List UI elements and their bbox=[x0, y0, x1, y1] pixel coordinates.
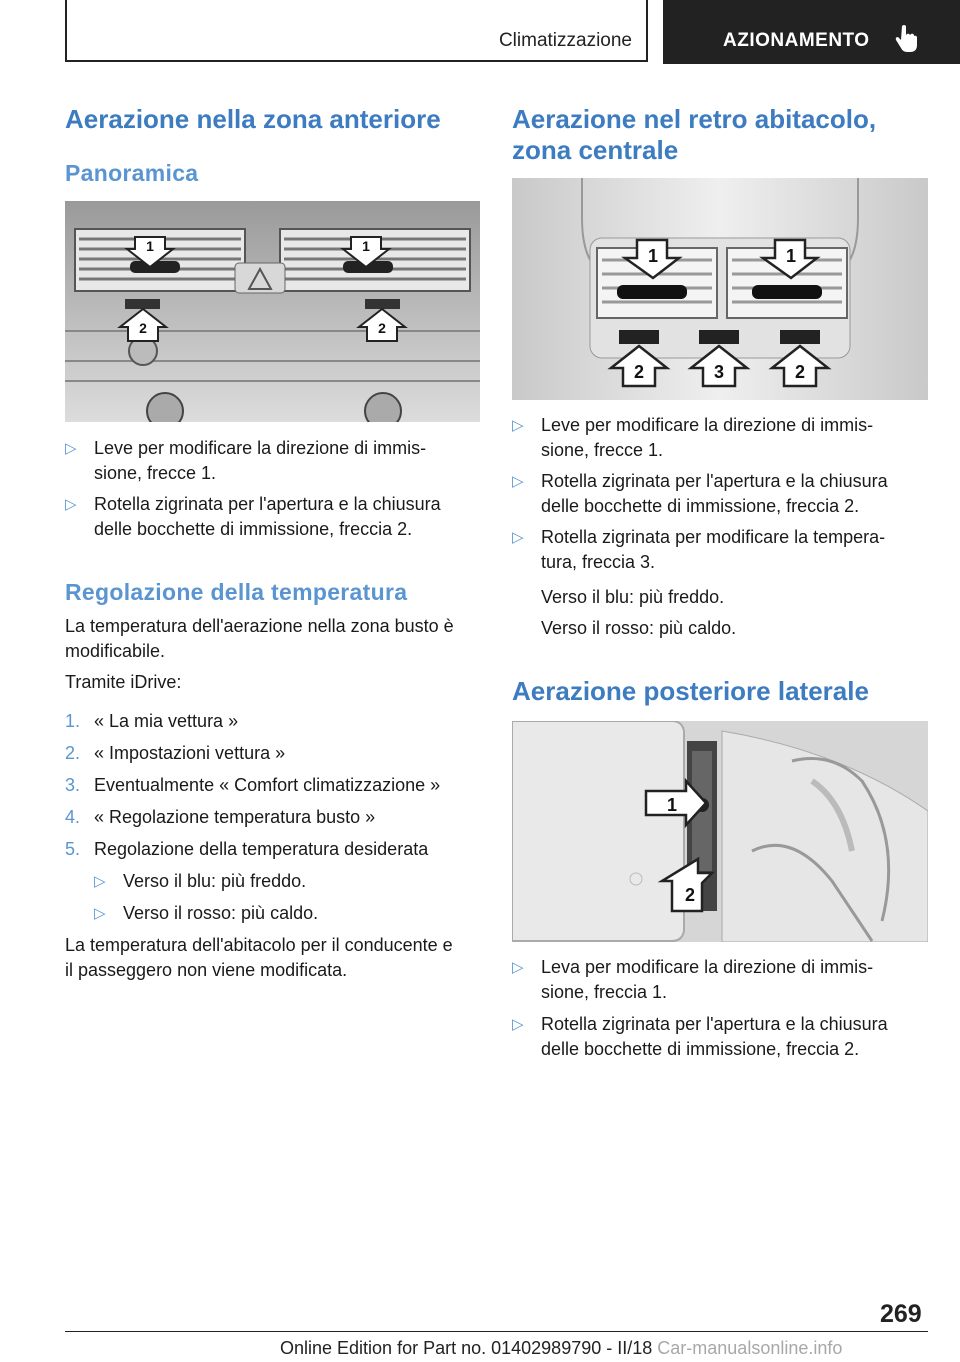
hand-pointer-icon bbox=[895, 24, 917, 52]
svg-text:1: 1 bbox=[362, 238, 370, 254]
closing-note: La temperatura dell'abitacolo per il conducente e il passeggero non viene modificata. bbox=[65, 935, 453, 980]
footer-divider bbox=[65, 1331, 928, 1332]
triangle-bullet-icon: ▷ bbox=[512, 529, 524, 546]
svg-text:2: 2 bbox=[633, 362, 645, 382]
svg-text:1: 1 bbox=[666, 795, 678, 815]
svg-text:2: 2 bbox=[794, 362, 806, 382]
svg-text:1: 1 bbox=[146, 238, 154, 254]
idrive-label: Tramite iDrive: bbox=[65, 672, 182, 692]
svg-text:2: 2 bbox=[378, 320, 386, 336]
svg-text:3: 3 bbox=[713, 362, 725, 382]
bullet-text: Rotella zigrinata per l'apertura e la chiusura delle bocchette di immissione, freccia 2. bbox=[94, 494, 441, 539]
page-number: 269 bbox=[880, 1300, 922, 1328]
right-title: Aerazione nel retro abitacolo, zona centrale bbox=[512, 104, 877, 165]
rear-center-vents-image bbox=[512, 178, 928, 400]
rear-side-title: Aerazione posteriore laterale bbox=[512, 676, 869, 706]
left-title: Aerazione nella zona anteriore bbox=[65, 104, 441, 134]
temperature-section-title: Regolazione della temperatura bbox=[65, 579, 408, 605]
rear-side-vent-image bbox=[512, 721, 928, 942]
triangle-bullet-icon: ▷ bbox=[94, 873, 106, 890]
header-section-box bbox=[65, 0, 648, 62]
watermark: Car-manualsonline.info bbox=[657, 1338, 843, 1358]
triangle-bullet-icon: ▷ bbox=[65, 496, 77, 513]
chapter-tab bbox=[663, 0, 960, 64]
front-vents-image bbox=[65, 201, 480, 422]
section-title: Climatizzazione bbox=[498, 30, 632, 51]
triangle-bullet-icon: ▷ bbox=[94, 905, 106, 922]
triangle-bullet-icon: ▷ bbox=[512, 473, 524, 490]
note-blue: Verso il blu: più freddo. bbox=[541, 587, 725, 607]
svg-text:1: 1 bbox=[785, 246, 797, 266]
triangle-bullet-icon: ▷ bbox=[512, 417, 524, 434]
svg-text:1: 1 bbox=[647, 246, 659, 266]
note-red: Verso il rosso: più caldo. bbox=[541, 618, 737, 638]
triangle-bullet-icon: ▷ bbox=[512, 1016, 524, 1033]
svg-text:2: 2 bbox=[139, 320, 147, 336]
svg-text:2: 2 bbox=[684, 885, 696, 905]
bullet-text: Leve per modificare la direzione di immis- sione, frecce 1. bbox=[94, 438, 427, 483]
footer-edition: Online Edition for Part no. 01402989790 - II/18 Car-manualsonline.info bbox=[280, 1338, 843, 1358]
temperature-intro: La temperatura dell'aerazione nella zona busto è modificabile. bbox=[65, 616, 454, 661]
chapter-tab-label: AZIONAMENTO bbox=[723, 30, 870, 51]
left-subtitle: Panoramica bbox=[65, 160, 199, 186]
triangle-bullet-icon: ▷ bbox=[512, 959, 524, 976]
triangle-bullet-icon: ▷ bbox=[65, 440, 77, 457]
